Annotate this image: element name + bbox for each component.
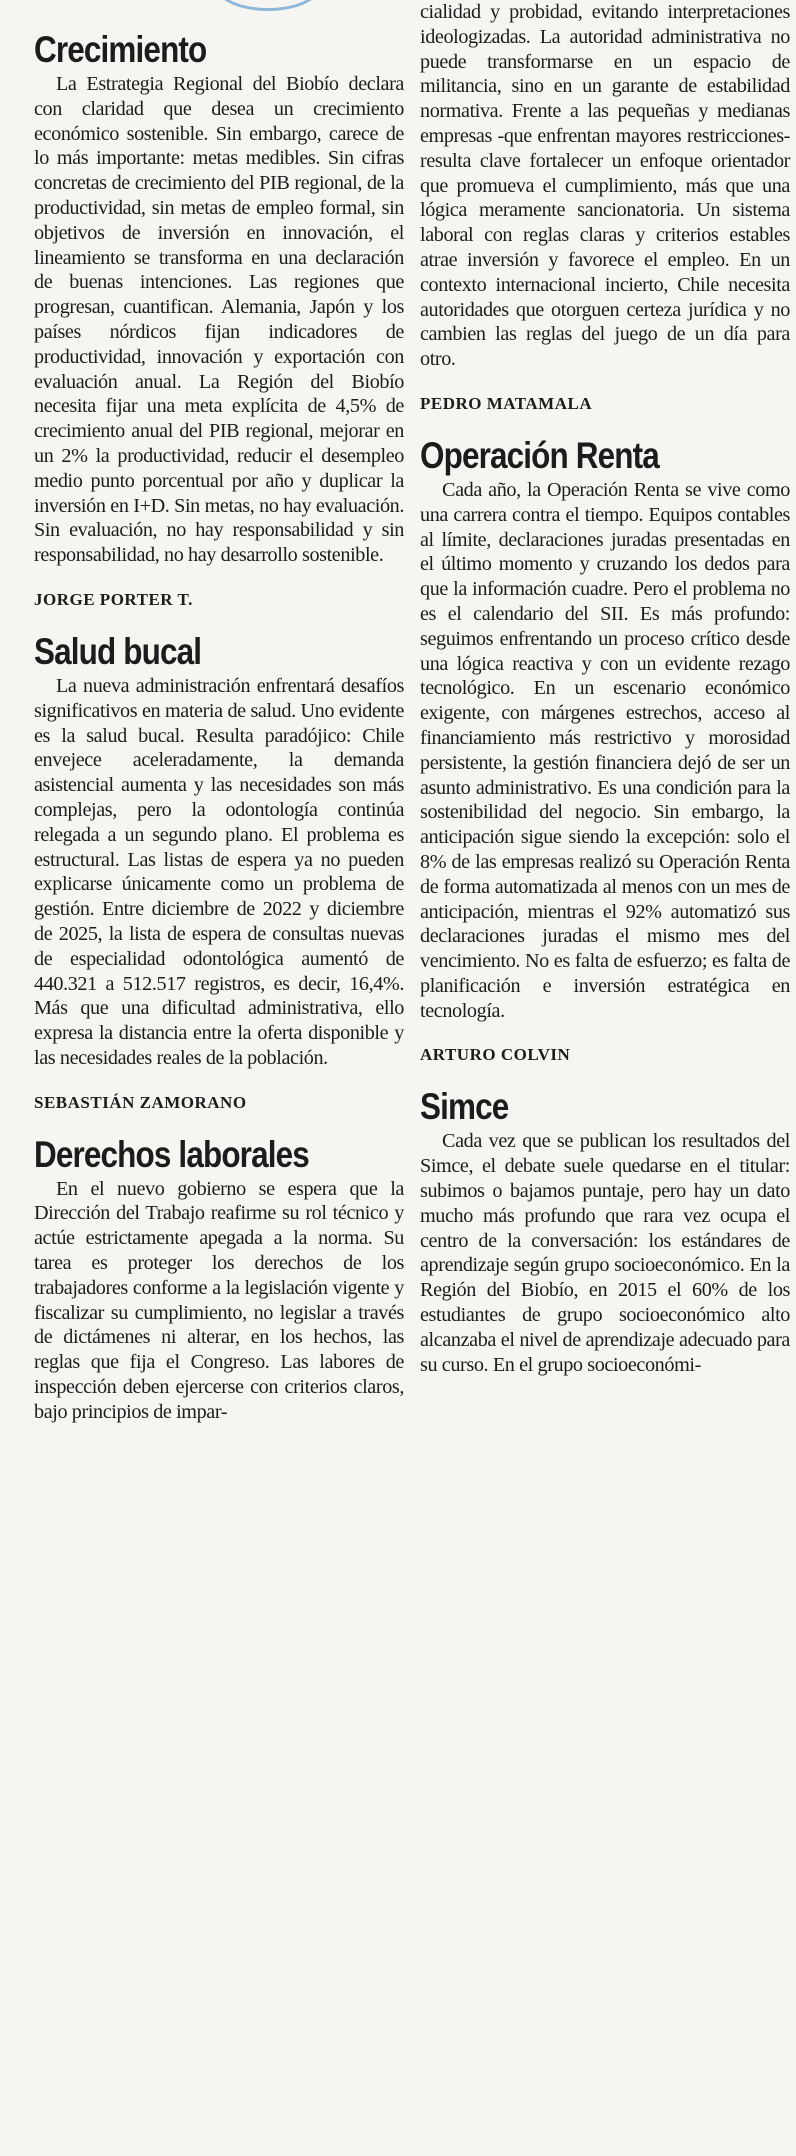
left-column bbox=[34, 30, 404, 1439]
article-body: En el nuevo gobierno se espera que la Dirección del Trabajo reafirme su rol técnico y actúe estrictamente apegada a la norma. Su tarea es proteger los derechos de los trabajadores conforme a la legislación vigente y fiscalizar su cumplimiento, no legislar a través de dictámenes ni alterar, en los hechos, las reglas que fija el Congreso. Las labores de inspección deben ejercerse con criterios claros, bajo principios de impar- bbox=[34, 1177, 404, 1423]
article-crecimiento bbox=[34, 30, 404, 610]
article-author: ARTURO COLVIN bbox=[420, 1045, 571, 1065]
decorative-circle bbox=[215, 0, 321, 11]
article-body: Cada vez que se publican los resultados del Simce, el debate suele quedarse en el titular: subimos o bajamos puntaje, pero hay un dato mucho más profundo que rara vez ocupa el centro de la conversación: los estándares de aprendizaje según grupo socioeconómico. En la Región del Biobío, en 2015 el 60% de los estudiantes de grupo socioeconómico alto alcanzaba el nivel de aprendizaje adecuado para su curso. En el grupo socioeconómi- bbox=[420, 1130, 790, 1376]
article-body: Cada año, la Operación Renta se vive como una carrera contra el tiempo. Equipos contables al límite, declaraciones juradas presentadas en el último momento y cruzando los dedos para que la información cuadre. Pero el problema no es el calendario del SII. Es más profundo: seguimos enfrentando un proceso crítico desde una lógica reactiva y con un evidente rezago tecnológico. En un escenario económico exigente, con márgenes estrechos, acceso al financiamiento más restrictivo y morosidad persistente, la gestión financiera dejó de ser un asunto administrativo. Es una condición para la sostenibilidad del negocio. Sin embargo, la anticipación sigue siendo la excepción: solo el 8% de las empresas realizó su Operación Renta de forma automatizada al menos con un mes de anticipación, mientras el 92% automatizó sus declaraciones juradas el mismo mes del vencimiento. No es falta de esfuerzo; es falta de planificación e inversión estratégica en tecnología. bbox=[420, 478, 790, 1022]
article-title: Operación Renta bbox=[420, 434, 659, 476]
article-operacion-renta bbox=[420, 436, 790, 1066]
article-title: Simce bbox=[420, 1086, 509, 1128]
article-author: JORGE PORTER T. bbox=[34, 589, 193, 609]
article-derechos-laborales bbox=[34, 1135, 404, 1425]
article-derechos-laborales-continued bbox=[420, 0, 790, 414]
article-title: Derechos laborales bbox=[34, 1133, 309, 1175]
right-column bbox=[420, 0, 790, 1391]
article-author: SEBASTIÁN ZAMORANO bbox=[34, 1092, 247, 1112]
article-title: Salud bucal bbox=[34, 630, 202, 672]
article-simce bbox=[420, 1087, 790, 1377]
article-title: Crecimiento bbox=[34, 29, 207, 70]
article-body: La Estrategia Regional del Biobío declara con claridad que desea un crecimiento económico sostenible. Sin embargo, carece de lo más importante: metas medibles. Sin cifras concretas de crecimiento del PIB regional, de la productividad, sin metas de empleo formal, sin objetivos de inversión en innovación, el lineamiento se transforma en una declaración de buenas intenciones. Las regiones que progresan, cuantifican. Alemania, Japón y los países nórdicos fijan indicadores de productividad, innovación y exportación con evaluación anual. La Región del Biobío necesita fijar una meta explícita de 4,5% de crecimiento anual del PIB regional, mejorar en un 2% la productividad, reducir el desempleo medio punto porcentual por año y duplicar la inversión en I+D. Sin metas, no hay evaluación. Sin evaluación, no hay responsabilidad y sin responsabilidad, no hay desarrollo sostenible. bbox=[34, 73, 404, 567]
article-salud-bucal bbox=[34, 632, 404, 1113]
article-author: PEDRO MATAMALA bbox=[420, 393, 593, 413]
article-body: La nueva administración enfrentará desafíos significativos en materia de salud. Uno evidente es la salud bucal. Resulta paradójico: Chile envejece aceleradamente, la demanda asistencial aumenta y las necesidades son más complejas, pero la odontología continúa relegada a un segundo plano. El problema es estructural. Las listas de espera ya no pueden explicarse únicamente como un problema de gestión. Entre diciembre de 2022 y diciembre de 2025, la lista de espera de consultas nuevas de especialidad odontológica aumentó de 440.321 a 512.517 registros, es decir, 16,4%. Más que una dificultad administrativa, ello expresa la distancia entre la oferta disponible y las necesidades reales de la población. bbox=[34, 674, 404, 1069]
article-body-continuation: cialidad y probidad, evitando interpretaciones ideologizadas. La autoridad administrativa no puede transformarse en un espacio de militancia, sino en un garante de estabilidad normativa. Frente a las pequeñas y medianas empresas -que enfrentan mayores restricciones- resulta clave fortalecer un enfoque orientador que promueva el cumplimiento, más que una lógica meramente sancionatoria. Un sistema laboral con reglas claras y criterios estables atrae inversión y favorece el empleo. En un contexto internacional incierto, Chile necesita autoridades que otorguen certeza jurídica y no cambien las reglas del juego de un día para otro. bbox=[420, 1, 790, 371]
